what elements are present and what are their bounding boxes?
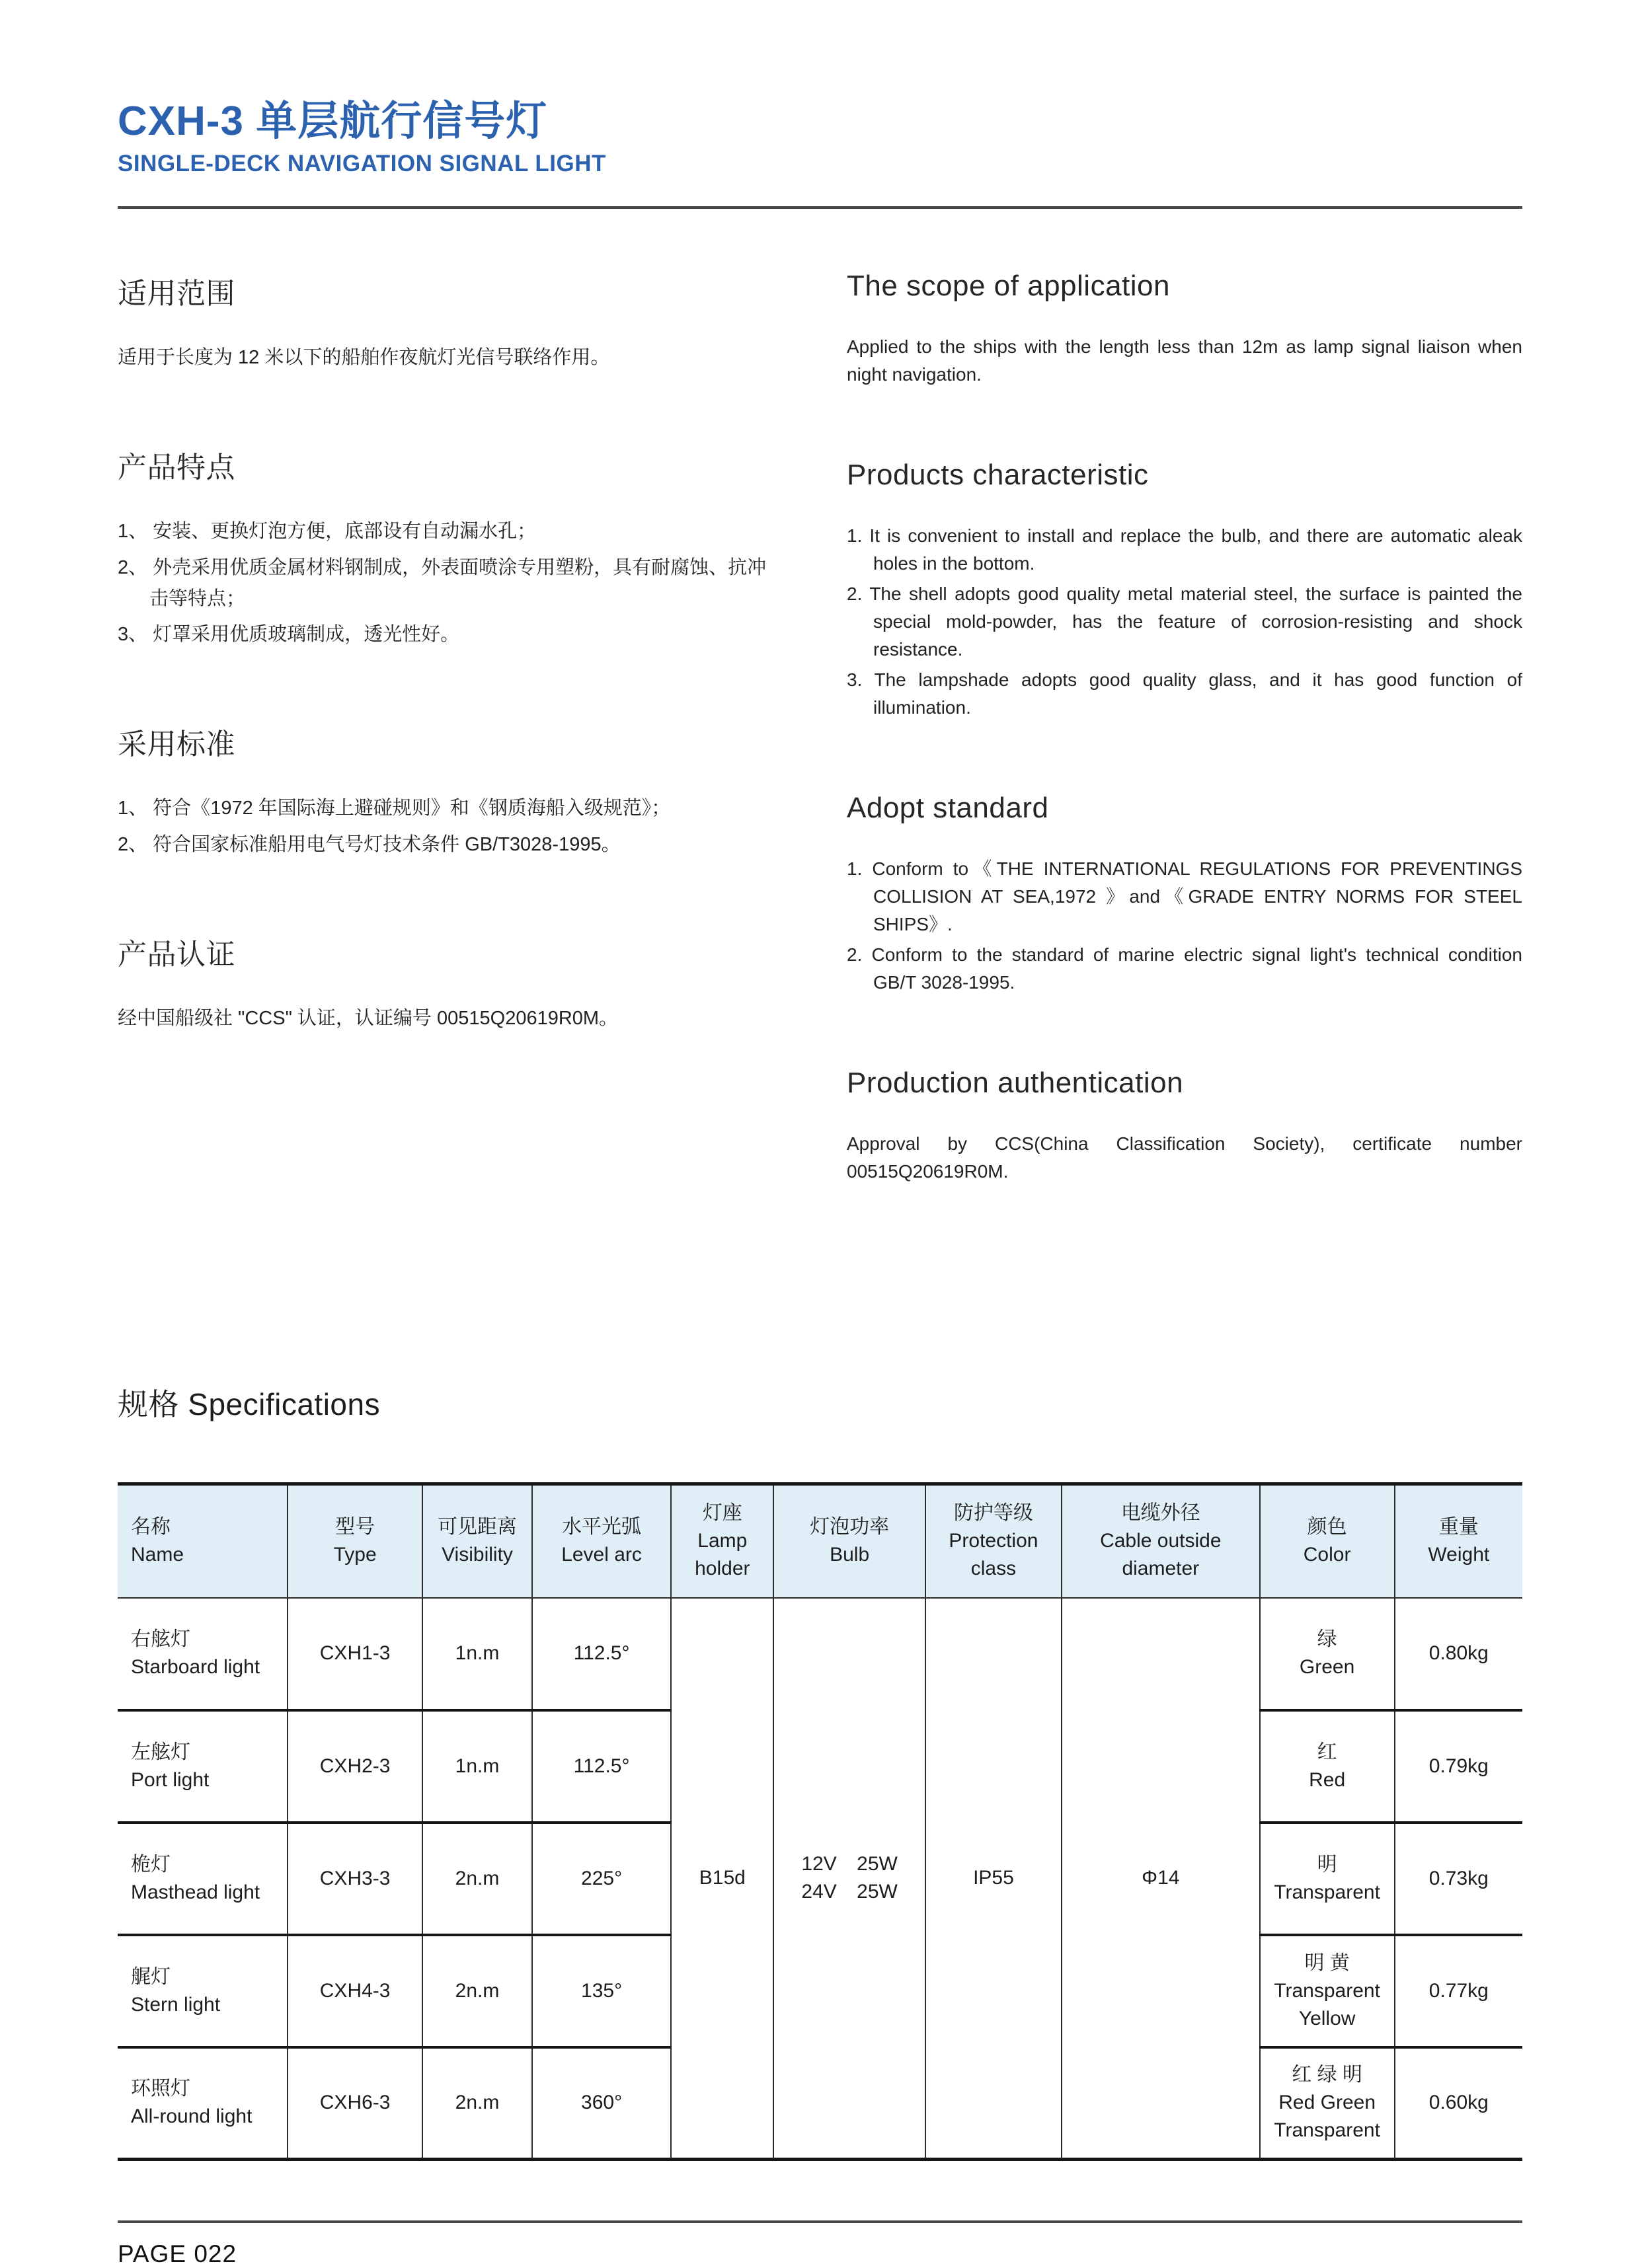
list-item: 1、 符合《1972 年国际海上避碰规则》和《钢质海船入级规范》； (118, 798, 671, 819)
cell-level-arc: 135° (532, 1935, 671, 2047)
section-scope-en (847, 270, 1522, 389)
cell-weight: 0.60kg (1428, 2092, 1489, 2114)
list-item: 1. Conform to《THE INTERNATIONAL REGULATIONS FOR PREVENTINGS COLLISION AT SEA,1972 》and《GRADE ENTRY NORMS FOR STEEL SHIPS》. (847, 858, 1522, 935)
color-en: Red (1309, 1768, 1346, 1791)
english-column (847, 270, 1522, 1186)
col-header-en: Protection class (949, 1530, 1038, 1580)
col-header-cn: 重量 (1438, 1516, 1479, 1538)
list-item: 3. The lampshade adopts good quality glass, and it has good function of illumination. (847, 669, 1522, 718)
section-standard-cn (118, 720, 769, 860)
section-heading: Products characteristic (847, 459, 1149, 492)
cell-type: CXH6-3 (288, 2047, 422, 2160)
col-header-level-arc (532, 1484, 671, 1598)
section-features-en (847, 459, 1522, 722)
col-header-en: Name (131, 1544, 184, 1566)
list-item: 1、 安装、更换灯泡方便，底部设有自动漏水孔； (118, 520, 537, 542)
cell-name (118, 1935, 288, 2047)
col-header-bulb (773, 1484, 925, 1598)
cell-lamp-holder: B15d (671, 1598, 773, 2160)
color-en: Transparent Yellow (1274, 1979, 1380, 2029)
color-en: Green (1299, 1656, 1355, 1679)
color-cn: 明 (1317, 1853, 1337, 1875)
cell-type: CXH1-3 (288, 1598, 422, 1710)
section-body: 经中国船级社 "CCS" 认证，认证编号 00515Q20619R0M。 (118, 1008, 619, 1030)
section-heading: 采用标准 (118, 728, 235, 761)
cell-visibility: 2n.m (422, 2047, 532, 2160)
col-header-en: Color (1303, 1544, 1351, 1566)
name-en: Starboard light (131, 1656, 260, 1679)
col-header-cn: 可见距离 (438, 1516, 517, 1538)
cell-weight: 0.77kg (1428, 1979, 1489, 2002)
footer-divider (118, 2220, 1522, 2223)
name-cn: 右舷灯 (131, 1628, 190, 1651)
col-header-en: Bulb (830, 1544, 870, 1566)
color-cn: 红 (1317, 1741, 1337, 1763)
cell-type: CXH4-3 (288, 1935, 422, 2047)
cell-name (118, 1710, 288, 1823)
cell-name (118, 2047, 288, 2160)
page-title: CXH-3 单层航行信号灯 (118, 98, 548, 144)
section-body: Approval by CCS(China Classification Society), certificate number 00515Q20619R0M. (847, 1133, 1522, 1182)
name-en: Masthead light (131, 1881, 260, 1903)
col-header-cable (1062, 1484, 1260, 1598)
name-cn: 艉灯 (131, 1965, 171, 1988)
name-cn: 左舷灯 (131, 1741, 190, 1763)
cell-visibility: 2n.m (422, 1823, 532, 1935)
color-cn: 明 黄 (1304, 1951, 1350, 1974)
col-header-cn: 颜色 (1307, 1516, 1347, 1538)
col-header-type (288, 1484, 422, 1598)
col-header-cn: 防护等级 (953, 1502, 1033, 1525)
header-divider (118, 206, 1522, 209)
section-heading: The scope of application (847, 270, 1170, 303)
cell-color (1260, 1935, 1395, 2047)
col-header-cn: 名称 (131, 1516, 171, 1538)
page-footer (118, 2220, 1522, 2268)
cell-level-arc: 360° (532, 2047, 671, 2160)
col-header-name (118, 1484, 288, 1598)
section-heading: 产品特点 (118, 451, 235, 484)
section-heading: 适用范围 (118, 278, 235, 311)
cell-color (1260, 1823, 1395, 1935)
section-heading: Adopt standard (847, 792, 1049, 825)
col-header-en: Lamp holder (695, 1530, 750, 1580)
page-subtitle: SINGLE-DECK NAVIGATION SIGNAL LIGHT (118, 151, 606, 177)
table-row (118, 1598, 1522, 1710)
list-item: 2、 符合国家标准船用电气号灯技术条件 GB/T3028-1995。 (118, 834, 621, 856)
name-en: Port light (131, 1768, 210, 1791)
color-en: Transparent (1274, 1881, 1380, 1903)
table-header-row (118, 1484, 1522, 1598)
list-item: 2、 外壳采用优质金属材料钢制成，外表面喷涂专用塑粉，具有耐腐蚀、抗冲击等特点； (118, 556, 767, 609)
specifications-heading: 规格 Specifications (118, 1387, 381, 1422)
cell-color (1260, 1710, 1395, 1823)
color-en: Red Green Transparent (1274, 2092, 1380, 2142)
col-header-en: Type (333, 1544, 377, 1566)
page-header (118, 99, 1522, 177)
col-header-en: Visibility (442, 1544, 513, 1566)
section-standard-en (847, 792, 1522, 997)
section-cert-en (847, 1067, 1522, 1186)
bulb-12v: 12V 25W (801, 1852, 898, 1875)
section-heading: Production authentication (847, 1067, 1184, 1100)
cell-bulb (773, 1598, 925, 2160)
col-header-en: Cable outside diameter (1100, 1530, 1222, 1580)
color-cn: 绿 (1317, 1628, 1337, 1651)
name-cn: 桅灯 (131, 1853, 171, 1875)
col-header-color (1260, 1484, 1395, 1598)
name-en: Stern light (131, 1993, 221, 2016)
cell-name (118, 1598, 288, 1710)
cell-level-arc: 112.5° (532, 1598, 671, 1710)
col-header-weight (1395, 1484, 1522, 1598)
cell-visibility: 2n.m (422, 1935, 532, 2047)
section-features-cn (118, 443, 769, 651)
cell-level-arc: 112.5° (532, 1710, 671, 1823)
name-en: All-round light (131, 2105, 253, 2128)
cell-color (1260, 1598, 1395, 1710)
list-item: 3、 灯罩采用优质玻璃制成，透光性好。 (118, 624, 460, 646)
section-body: Applied to the ships with the length less than 12m as lamp signal liaison when night navigation. (847, 336, 1522, 385)
list-item: 2. Conform to the standard of marine electric signal light's technical condition GB/T 3028-1995. (847, 944, 1522, 993)
list-item: 1. It is convenient to install and replace the bulb, and there are automatic aleak holes in the bottom. (847, 525, 1522, 574)
col-header-cn: 电缆外径 (1120, 1502, 1200, 1525)
col-header-protection (925, 1484, 1062, 1598)
cell-cable: Φ14 (1062, 1598, 1260, 2160)
bulb-24v: 24V 25W (801, 1880, 898, 1903)
cell-name (118, 1823, 288, 1935)
cell-level-arc: 225° (532, 1823, 671, 1935)
col-header-en: Weight (1428, 1544, 1490, 1566)
col-header-cn: 灯座 (702, 1502, 742, 1525)
list-item: 2. The shell adopts good quality metal material steel, the surface is painted the special mold-powder, has the feature of corrosion-resisting and shock resistance. (847, 584, 1522, 660)
col-header-cn: 型号 (335, 1516, 375, 1538)
cell-type: CXH3-3 (288, 1823, 422, 1935)
page-number: PAGE 022 (118, 2240, 237, 2268)
cell-weight: 0.79kg (1428, 1755, 1489, 1777)
col-header-en: Level arc (561, 1544, 642, 1566)
cell-protection: IP55 (925, 1598, 1062, 2160)
section-body: 适用于长度为 12 米以下的船舶作夜航灯光信号联络作用。 (118, 347, 610, 369)
specifications-table (118, 1482, 1522, 2161)
chinese-column (118, 270, 769, 1186)
col-header-lamp-holder (671, 1484, 773, 1598)
content-columns (118, 270, 1522, 1186)
cell-color (1260, 2047, 1395, 2160)
name-cn: 环照灯 (131, 2078, 190, 2100)
section-heading: 产品认证 (118, 938, 235, 971)
specifications-section (118, 1380, 1522, 2161)
section-scope-cn (118, 270, 769, 373)
col-header-cn: 灯泡功率 (810, 1516, 890, 1538)
cell-type: CXH2-3 (288, 1710, 422, 1823)
col-header-cn: 水平光弧 (562, 1516, 642, 1538)
cell-visibility: 1n.m (422, 1598, 532, 1710)
cell-weight: 0.73kg (1428, 1867, 1489, 1889)
cell-visibility: 1n.m (422, 1710, 532, 1823)
section-cert-cn (118, 930, 769, 1034)
col-header-visibility (422, 1484, 532, 1598)
color-cn: 红 绿 明 (1292, 2064, 1362, 2086)
cell-weight: 0.80kg (1428, 1642, 1489, 1665)
